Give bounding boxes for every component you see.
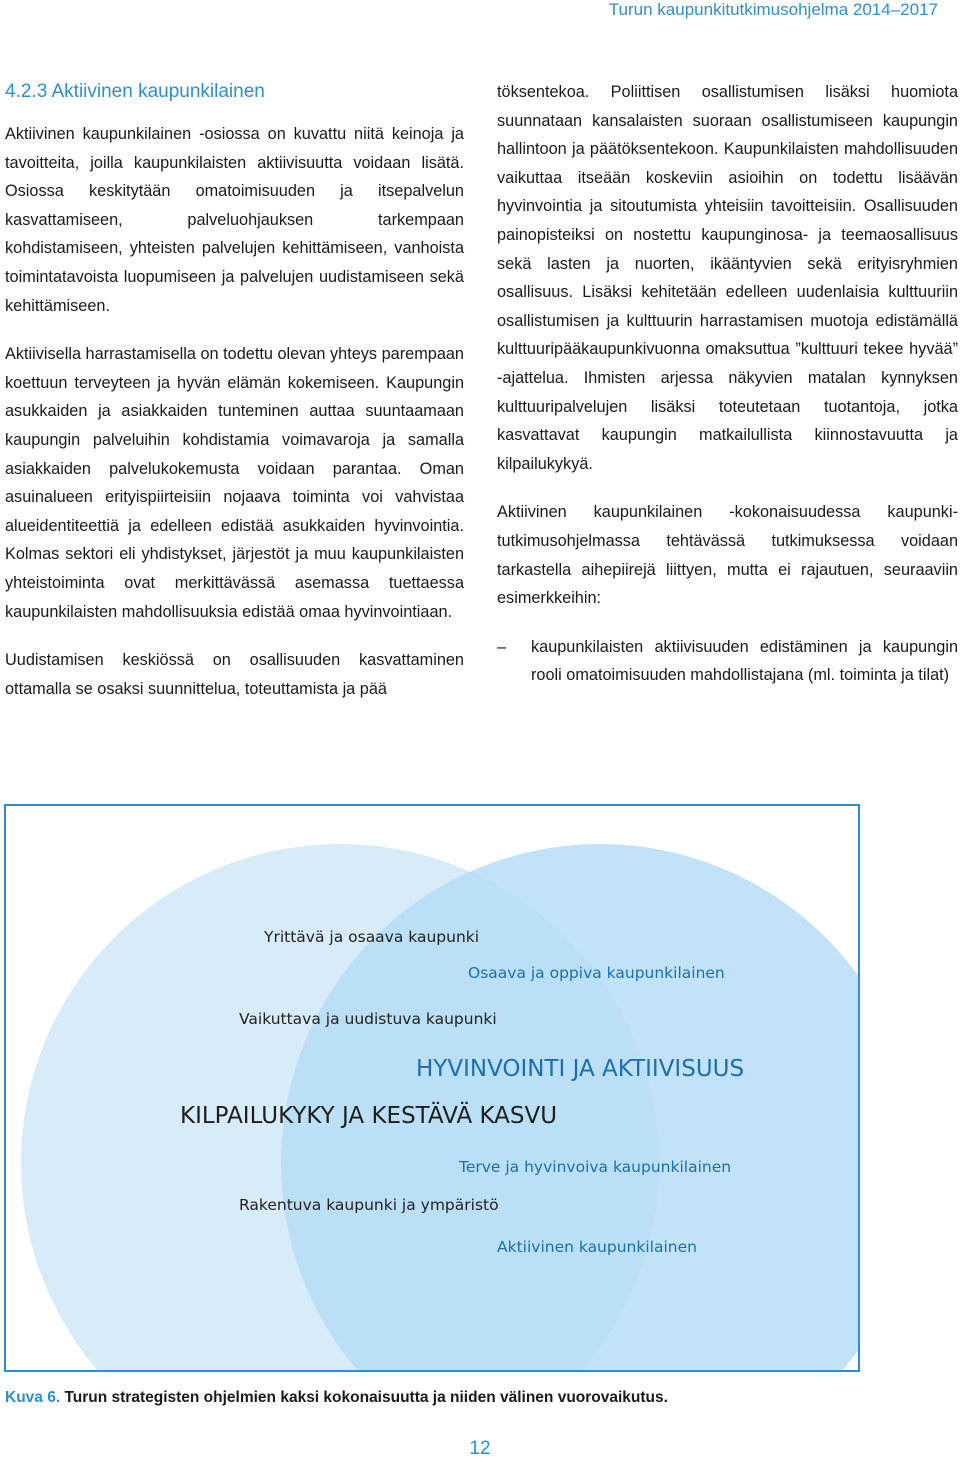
caption-text: Turun strategisten ohjelmien kaksi kokonaisuutta ja niiden välinen vuorovaikutus. (60, 1389, 668, 1406)
page-number: 12 (469, 1438, 491, 1459)
body-paragraph: Uudistamisen keskiössä on osallisuuden kasvattaminen ottamalla se osaksi suunnittelua, toteuttamista ja pää (5, 651, 464, 698)
example-list (497, 633, 958, 690)
label-osaava: Osaava ja oppiva kaupunkilainen (468, 964, 725, 982)
body-paragraph: Aktiivisella harrastamisella on todettu olevan yhteys parempaan koettuun terveyteen ja hyvän elämän kokemiseen. Kaupungin asukkaiden ja asiakkaiden tunteminen auttaa suuntaamaan kaupungin palveluihin kohdistamia voimavaroja ja samalla asiakkaiden palvelukokemusta voidaan parantaa. Oman asuinalueen erityispiirteisiin nojaava toiminta voi vahvistaa alueidentiteettiä ja edelleen edistää asukkaiden hyvinvointia. Kolmas sektori eli yhdistykset, järjestöt ja muu kaupunkilaisten yhteistoiminta ovat merkittävässä asemassa tuettaessa kaupunkilaisten mahdollisuuksia edistää omaa hyvinvointiaan. (5, 345, 464, 621)
section-heading: 4.2.3 Aktiivinen kaupunkilainen (5, 81, 265, 102)
list-item-text: kaupunkilaisten aktiivisuuden edistäminen ja kaupungin rooli omatoimisuuden mahdollistajana (ml. toiminta ja tilat) (531, 637, 958, 685)
label-kilpailukyky: KILPAILUKYKY JA KESTÄVÄ KASVU (180, 1103, 558, 1129)
running-header: Turun kaupunkitutkimusohjelma 2014–2017 (608, 0, 938, 19)
venn-figure-frame (4, 804, 860, 1372)
label-aktiivinen: Aktiivinen kaupunkilainen (497, 1238, 697, 1256)
body-paragraph: Aktiivinen kaupunkilainen -kokonaisuudessa kaupunkitutkimusohjelmassa tehtävässä tutkimuksessa voidaan tarkastella aihepiirejä liittyen, mutta ei rajautuen, seuraaviin esimerkkeihin: (497, 503, 958, 608)
venn-diagram (6, 806, 860, 1372)
left-text-column (5, 120, 464, 723)
list-item (497, 633, 958, 690)
right-text-column (497, 78, 958, 690)
label-terve: Terve ja hyvinvoiva kaupunkilainen (459, 1158, 732, 1176)
label-rakentuva: Rakentuva kaupunki ja ympäristö (239, 1196, 499, 1214)
dash-bullet: – (497, 637, 507, 656)
body-paragraph: töksentekoa. Poliittisen osallistumisen lisäksi huomiota suunnataan kansalaisten suoraan osallistumiseen kaupungin hallintoon ja päätöksentekoon. Kaupunkilaisten mahdollisuuden vaikuttaa itseään koskeviin asioihin on todettu lisäävän hyvinvointia ja sitoutumista yhteisiin tavoitteisiin. Osallisuuden painopisteiksi on nostettu kaupunginosa- ja teemaosallisuus sekä lasten ja nuorten, ikääntyvien sekä erityisryhmien osallisuus. Lisäksi kehitetään edelleen uudenlaisia kulttuuriin osallistumisen ja kulttuurin harrastamisen muotoja edistämällä kulttuuripääkaupunkivuonna omaksuttua ”kulttuuri tekee hyvää” -ajattelua. Ihmisten arjessa näkyvien matalan kynnyksen kulttuuripalvelujen lisäksi toteutetaan tuotantoja, jotka kasvattavat kaupungin matkailullista kiinnostavuutta ja kilpailukykyä. (497, 83, 958, 473)
label-yrittava: Yrittävä ja osaava kaupunki (264, 928, 480, 946)
body-paragraph: Aktiivinen kaupunkilainen -osiossa on kuvattu niitä keinoja ja tavoitteita, joilla kaupunkilaisten aktiivisuutta voidaan lisätä. Osiossa keskitytään omatoimisuuden ja itsepalvelun kasvattamiseen, palveluohjauksen tarkempaan kohdistamiseen, yhteisten palvelujen kehittämiseen, vanhoista toimintatavoista luopumiseen ja palvelujen uudistamiseen sekä kehittämiseen. (5, 125, 464, 315)
label-hyvinvointi: HYVINVOINTI JA AKTIIVISUUS (416, 1056, 745, 1082)
caption-label: Kuva 6. (5, 1389, 61, 1406)
figure-caption (5, 1388, 905, 1408)
label-vaikuttava: Vaikuttava ja uudistuva kaupunki (239, 1010, 497, 1028)
